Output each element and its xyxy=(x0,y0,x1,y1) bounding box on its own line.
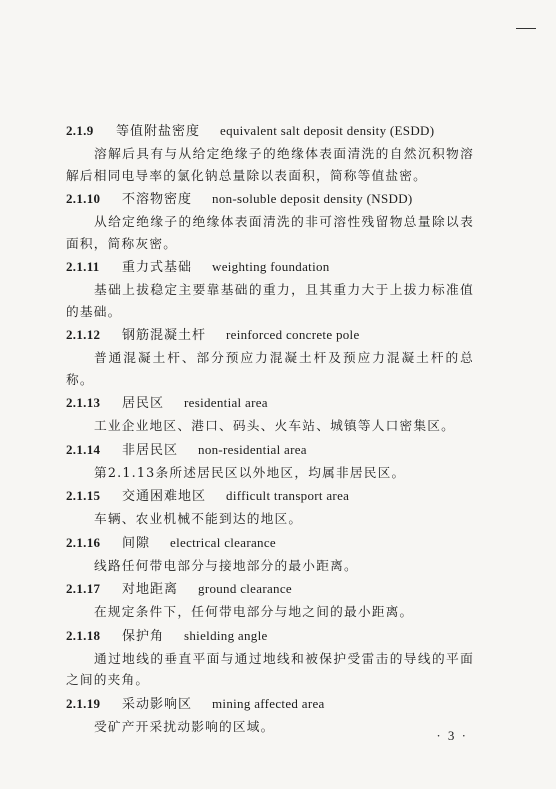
term-chinese: 保护角 xyxy=(122,628,165,644)
term-heading xyxy=(66,186,474,211)
term-english: shielding angle xyxy=(184,627,268,643)
term-definition: 车辆、农业机械不能到达的地区。 xyxy=(94,511,303,526)
term-number: 2.1.11 xyxy=(66,259,100,274)
term-heading xyxy=(66,437,474,462)
term-number: 2.1.12 xyxy=(66,327,101,342)
term-number: 2.1.18 xyxy=(66,627,101,643)
term-number: 2.1.13 xyxy=(66,395,101,410)
term-english: non-residential area xyxy=(198,441,307,457)
term-number: 2.1.10 xyxy=(66,191,101,206)
term-number: 2.1.15 xyxy=(66,488,101,503)
term-definition: 基础上拔稳定主要靠基础的重力，且其重力大于上拔力标准值的基础。 xyxy=(66,282,474,319)
term-entry xyxy=(66,437,474,484)
page-number: · 3 · xyxy=(436,728,468,743)
term-definition: 在规定条件下，任何带电部分与地之间的最小距离。 xyxy=(94,604,414,619)
term-definition: 工业企业地区、港口、码头、火车站、城镇等人口密集区。 xyxy=(94,418,456,433)
term-heading xyxy=(66,483,474,508)
term-entry xyxy=(66,254,474,322)
term-heading xyxy=(66,691,474,716)
term-number: 2.1.19 xyxy=(66,695,101,711)
term-entry xyxy=(66,118,474,186)
term-number: 2.1.14 xyxy=(66,441,101,457)
term-chinese: 不溶物密度 xyxy=(122,192,193,207)
term-definition: 溶解后具有与从给定绝缘子的绝缘体表面清洗的自然沉积物溶解后相同电导率的氯化钠总量除以表面积，简称等值盐密。 xyxy=(66,146,474,183)
term-entry xyxy=(66,623,474,691)
term-definition: 通过地线的垂直平面与通过地线和被保护受雷击的导线的平面之间的夹角。 xyxy=(66,650,474,687)
term-english: weighting foundation xyxy=(212,259,330,274)
term-english: difficult transport area xyxy=(226,488,350,503)
term-english: mining affected area xyxy=(212,695,325,711)
term-heading xyxy=(66,576,474,601)
term-entry xyxy=(66,691,474,738)
term-chinese: 间隙 xyxy=(122,535,151,551)
term-entry xyxy=(66,483,474,530)
term-chinese: 居民区 xyxy=(122,396,165,411)
term-english: non-soluble deposit density (NSDD) xyxy=(212,191,413,206)
term-definition: 第2.1.13条所述居民区以外地区，均属非居民区。 xyxy=(94,464,406,480)
term-number: 2.1.16 xyxy=(66,534,101,550)
term-definition: 线路任何带电部分与接地部分的最小距离。 xyxy=(94,557,358,573)
term-heading xyxy=(66,530,474,555)
term-chinese: 对地距离 xyxy=(122,582,179,597)
term-english: electrical clearance xyxy=(170,534,276,550)
term-entry xyxy=(66,530,474,577)
term-entry xyxy=(66,576,474,623)
term-chinese: 非居民区 xyxy=(122,442,179,458)
term-chinese: 交通困难地区 xyxy=(122,489,207,504)
term-heading xyxy=(66,390,474,415)
term-definition: 从给定绝缘子的绝缘体表面清洗的非可溶性残留物总量除以表面积，简称灰密。 xyxy=(66,214,474,251)
term-heading xyxy=(66,623,474,648)
term-english: residential area xyxy=(184,395,268,410)
term-heading xyxy=(66,322,474,347)
term-number: 2.1.17 xyxy=(66,581,101,596)
term-chinese: 采动影响区 xyxy=(122,696,193,712)
term-english: reinforced concrete pole xyxy=(226,327,360,342)
term-entry xyxy=(66,390,474,437)
term-chinese: 钢筋混凝土杆 xyxy=(122,328,207,343)
term-list xyxy=(66,118,474,737)
term-heading xyxy=(66,254,474,279)
term-definition: 受矿产开采扰动影响的区域。 xyxy=(94,718,275,734)
term-english: ground clearance xyxy=(198,581,292,596)
term-chinese: 等值附盐密度 xyxy=(116,124,201,139)
term-entry xyxy=(66,186,474,254)
term-chinese: 重力式基础 xyxy=(122,260,193,275)
term-number: 2.1.9 xyxy=(66,123,94,138)
term-heading xyxy=(66,118,474,143)
term-english: equivalent salt deposit density (ESDD) xyxy=(220,123,435,138)
term-entry xyxy=(66,322,474,390)
term-definition: 普通混凝土杆、部分预应力混凝土杆及预应力混凝土杆的总称。 xyxy=(66,350,474,387)
corner-mark xyxy=(516,28,536,29)
